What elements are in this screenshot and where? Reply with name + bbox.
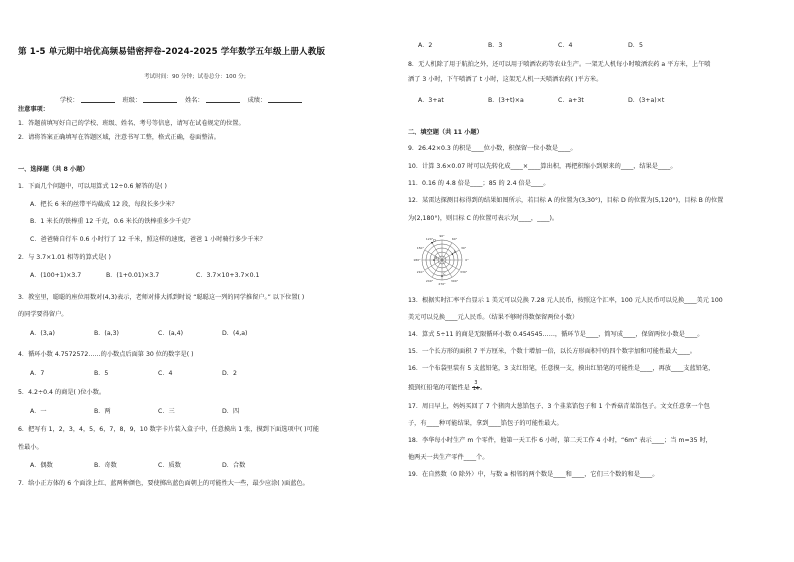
question-7: 7．给小正方体的 6 个面涂上红、蓝两种颜色，要使掷出蓝色面朝上的可能性大一些，最少应涂( )面蓝色。 bbox=[18, 480, 309, 487]
school-label: 学校： bbox=[60, 97, 79, 104]
radar-angle-label: 330° bbox=[460, 270, 468, 274]
question-18-cont: 他两天一共生产零件____个。 bbox=[408, 454, 489, 461]
q7-option-b: B．3 bbox=[488, 42, 503, 49]
radar-point-label: A bbox=[453, 250, 456, 254]
q7-option-d: D．5 bbox=[628, 42, 643, 49]
q3-option-d: D．(4,a) bbox=[222, 330, 248, 337]
q8-option-c: C．a+3t bbox=[558, 97, 584, 104]
radar-angle-label: 90° bbox=[439, 234, 445, 238]
question-6: 6．把写有 1，2，3，4，5，6，7，8，9，10 数字卡片装入盒子中，任意摸出 1 张，摸到下面选项中( )可能 bbox=[18, 426, 319, 433]
q2-option-b: B．(1+0.01)×3.7 bbox=[106, 272, 160, 279]
question-5: 5．4.2÷0.4 的商是( )位小数。 bbox=[18, 389, 106, 396]
question-3-cont: 的同学要得留户。 bbox=[18, 311, 68, 318]
q8-option-b: B．(3+t)×a bbox=[488, 97, 524, 104]
student-fields bbox=[60, 96, 302, 105]
score-blank[interactable] bbox=[268, 96, 302, 103]
radar-angle-label: 120° bbox=[425, 237, 434, 242]
question-11: 11．0.16 的 4.8 倍是____；85 的 2.4 倍是____。 bbox=[408, 180, 550, 187]
section-fill: 二、填空题（共 11 小题） bbox=[408, 129, 483, 136]
radar-angle-label: 300° bbox=[450, 278, 459, 283]
q6-option-a: A．偶数 bbox=[30, 462, 53, 469]
radar-point-label: B bbox=[435, 256, 438, 260]
q8-option-d: D．(3+a)×t bbox=[628, 97, 665, 104]
q5-option-c: C．三 bbox=[158, 408, 175, 415]
question-1-option-b: B．1 米长的铁棒重 12 千克，0.6 米长的铁棒重多少千克？ bbox=[30, 218, 194, 225]
question-3: 3．教室里，聪聪的座位用数对(4,3)表示，老师对排大抓到时说 “聪聪这一列的同学推留户。” 以下位置( ) bbox=[18, 294, 305, 301]
question-8-cont: 洒了 3 小时，下午喷洒了 t 小时，这架无人机一天喷洒农药( )平方米。 bbox=[408, 76, 603, 83]
exam-info: 考试时间：90 分钟；试卷总分：100 分； bbox=[144, 74, 250, 80]
q3-option-c: C．(a,4) bbox=[158, 330, 184, 337]
radar-point-label: C bbox=[443, 272, 446, 276]
q5-option-b: B．两 bbox=[94, 408, 111, 415]
question-14: 14．算式 5÷11 的商是无限循环小数 0.454545……，循环节是____，简写成____，保留两位小数是____。 bbox=[408, 331, 704, 338]
name-label: 姓名： bbox=[185, 97, 204, 104]
question-17-cont: 子，有____种可能结果，拿到____馅包子的可能性最大。 bbox=[408, 420, 563, 427]
question-7-options bbox=[418, 42, 692, 50]
question-15: 15．一个长方形的面积 7 平方厘米，个数十增加一倍，以长方形面积中的四个数字加和可能性最大____。 bbox=[408, 348, 696, 355]
q6-option-c: C．质数 bbox=[158, 462, 181, 469]
question-2: 2．与 3.7×1.01 相等的算式是( ) bbox=[18, 254, 111, 261]
question-1: 1．下面几个问题中，可以用算式 12÷0.6 解答的是( ) bbox=[18, 183, 167, 190]
question-4: 4．循环小数 4.7572572……的小数点后面第 30 位的数字是( ) bbox=[18, 351, 194, 358]
q4-option-a: A．7 bbox=[30, 370, 45, 377]
school-blank[interactable] bbox=[81, 96, 115, 103]
q8-option-a: A．3+at bbox=[418, 97, 444, 104]
radar-diagram bbox=[413, 233, 470, 286]
radar-angle-label: 240° bbox=[425, 278, 434, 283]
question-8-options bbox=[418, 97, 692, 105]
q6-option-d: D．合数 bbox=[222, 462, 246, 469]
question-10: 10．计算 3.6×0.07 时可以先转化成____×____算出积，再把积缩小到原来的____，结果是____。 bbox=[408, 163, 677, 170]
q7-option-c: C．4 bbox=[558, 42, 573, 49]
q2-option-c: C．3.7×10+3.7×0.1 bbox=[196, 272, 260, 279]
question-16: 16．一个布袋里装有 5 支蓝铅笔，3 支红铅笔，任意摸一支，摸出红铅笔的可能性是____，再放____支蓝铅笔， bbox=[408, 365, 715, 372]
fraction-numerator: 3 bbox=[472, 382, 480, 388]
class-blank[interactable] bbox=[143, 96, 177, 103]
note-2: 2．请将答案正确填写在答题区域，注意书写工整，格式正确，卷面整洁。 bbox=[18, 134, 220, 141]
q4-option-d: D．2 bbox=[222, 370, 237, 377]
exam-title: 第 1-5 单元期中培优高频易错密押卷-2024-2025 学年数学五年级上册人教版 bbox=[18, 47, 326, 57]
q4-option-b: B．5 bbox=[94, 370, 109, 377]
q6-option-b: B．奇数 bbox=[94, 462, 117, 469]
q5-option-a: A．一 bbox=[30, 408, 47, 415]
question-18: 18．李华每小时生产 m 个零件，他第一天工作 6 小时，第二天工作 4 小时，“6m” 表示____；当 m=35 时， bbox=[408, 437, 712, 444]
radar-angle-label: 270° bbox=[438, 282, 446, 286]
question-13-cont: 美元可以兑换____元人民币。（结果不够时得数保留两位小数） bbox=[408, 314, 579, 321]
score-label: 成绩： bbox=[247, 97, 267, 104]
question-6-options bbox=[30, 462, 286, 470]
question-13: 13．根据实时汇率平台显示 1 美元可以兑换 7.28 元人民币，按照这个汇率，100 元人民币可以兑换____美元 100 bbox=[408, 297, 723, 304]
question-19: 19．在自然数（0 除外）中，与数 a 相邻的两个数是____和____，它们三个数的和是____。 bbox=[408, 471, 659, 478]
fraction-denominator: 14 bbox=[472, 386, 479, 392]
name-blank[interactable] bbox=[206, 96, 240, 103]
question-12-cont: 为(2,180°)，则目标 C 的位置可表示为(____，____)。 bbox=[408, 215, 559, 222]
radar-angle-label: 210° bbox=[416, 270, 424, 274]
q5-option-d: D．四 bbox=[222, 408, 240, 415]
question-8: 8．无人机除了用于航拍之外，还可以用于喷洒农药等农业生产。一架无人机每小时喷洒农药 a 平方米，上午喷 bbox=[408, 61, 711, 68]
question-3-options bbox=[30, 330, 286, 338]
radar-angle-label: 150° bbox=[416, 246, 424, 250]
q4-option-c: C．4 bbox=[158, 370, 173, 377]
question-1-option-c: C．爸爸骑自行车 0.6 小时行了 12 千米，照这样的速度，爸爸 1 小时骑行多少千米？ bbox=[30, 236, 266, 243]
radar-angle-label: 30° bbox=[460, 246, 467, 250]
radar-angle-label: 60° bbox=[451, 237, 458, 242]
q7-option-a: A．2 bbox=[418, 42, 433, 49]
note-1: 1．答题前填写好自己的学校、班级、姓名、考号等信息，请写在试卷规定的位置。 bbox=[18, 120, 245, 127]
q3-option-b: B．(a,3) bbox=[94, 330, 119, 337]
class-label: 班级： bbox=[122, 97, 142, 104]
question-4-options bbox=[30, 370, 286, 378]
radar-angle-label: 180° bbox=[413, 258, 421, 262]
question-16-cont: 摸到红铅笔的可能性是 $\frac{3}{14}$ 。 bbox=[408, 381, 487, 392]
question-9: 9．26.42×0.3 的积是____位小数，积保留一位小数是____。 bbox=[408, 145, 577, 152]
q3-option-a: A．(3,a) bbox=[30, 330, 55, 337]
section-choice: 一、选择题（共 8 小题） bbox=[18, 166, 89, 173]
q16-fraction bbox=[472, 382, 480, 393]
question-2-options bbox=[30, 272, 260, 280]
radar-point-label: D bbox=[433, 238, 436, 243]
question-17: 17．周日早上，妈妈买回了 7 个猪肉大葱馅包子、3 个韭菜馅包子和 1 个香菇青菜馅包子。文文任意拿一个包 bbox=[408, 403, 710, 410]
question-12: 12．某雷达探测目标得到的结果如图所示，若目标 A 的位置为(3,30°)，目标 D 的位置为(5,120°)，目标 B 的位置 bbox=[408, 197, 724, 204]
question-5-options bbox=[30, 408, 286, 416]
question-6-cont: 性最小。 bbox=[18, 444, 43, 451]
question-1-option-a: A．把长 6 米的丝带平均截成 12 段，每段长多少米？ bbox=[30, 201, 178, 208]
q16-cont-text: 摸到红铅笔的可能性是 bbox=[408, 384, 470, 392]
q2-option-a: A．(100+1)×3.7 bbox=[30, 272, 82, 279]
notes-heading: 注意事项： bbox=[18, 106, 49, 113]
radar-angle-label: 0° bbox=[465, 258, 469, 262]
